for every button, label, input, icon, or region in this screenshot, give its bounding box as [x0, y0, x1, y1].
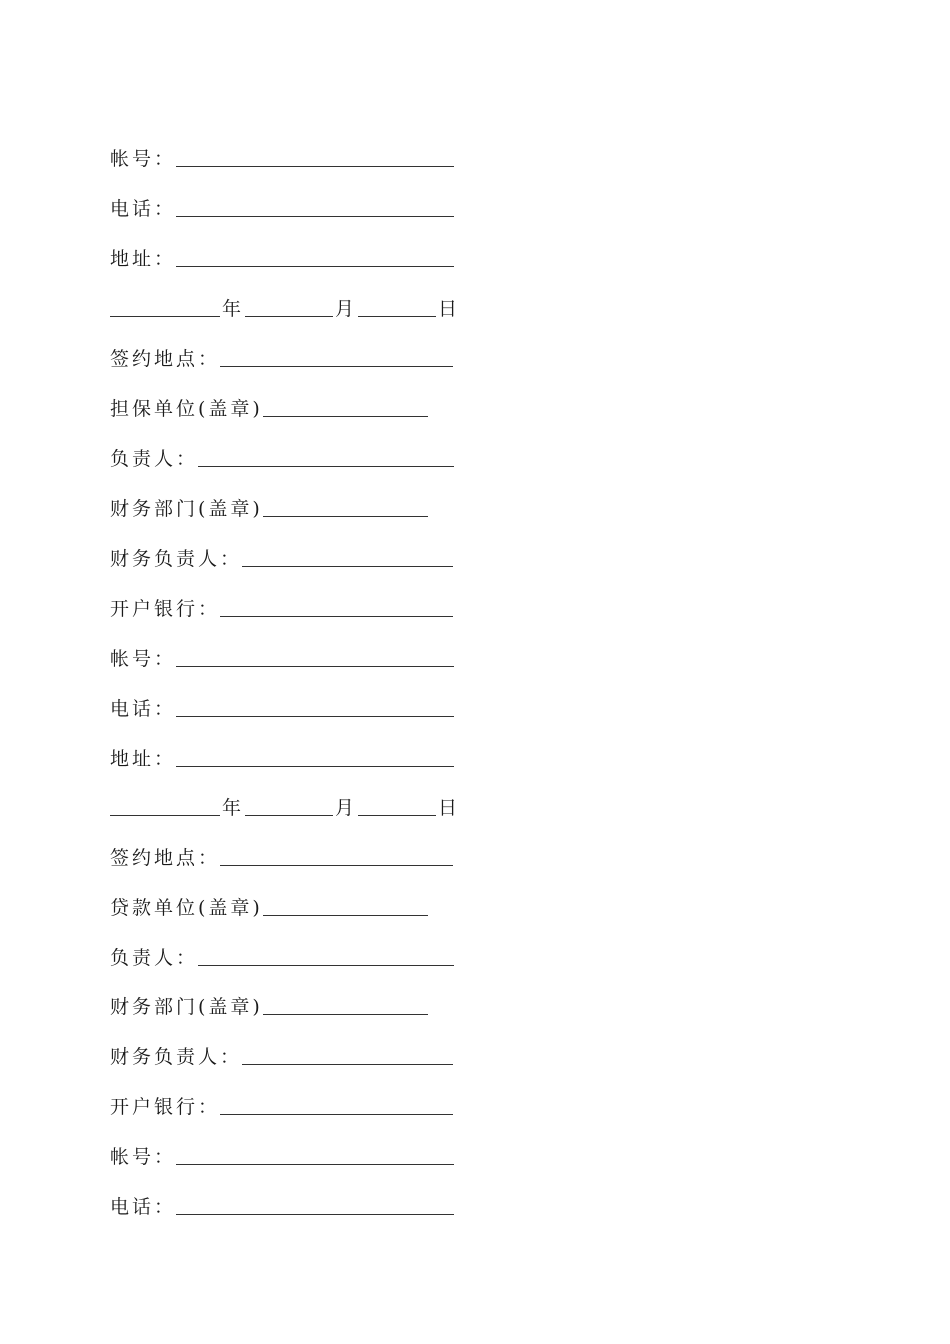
phone-label: 电话： — [110, 1196, 177, 1218]
finance-head-blank[interactable] — [242, 1063, 453, 1065]
signing-place-label: 签约地点： — [110, 348, 221, 370]
day-label: 日 — [438, 797, 461, 819]
loan-unit-blank[interactable] — [263, 914, 428, 916]
year-blank[interactable] — [110, 315, 220, 317]
account-blank[interactable] — [176, 165, 454, 167]
bank-label: 开户银行： — [110, 1096, 221, 1118]
day-blank[interactable] — [358, 315, 436, 317]
date-field-row — [110, 290, 461, 320]
person-in-charge-label: 负责人： — [110, 448, 199, 470]
phone-label: 电话： — [110, 698, 177, 720]
year-label: 年 — [222, 298, 245, 320]
guarantor-unit-blank[interactable] — [263, 415, 428, 417]
account-label: 帐号： — [110, 148, 177, 170]
guarantor-unit-field-row — [110, 390, 428, 420]
account-blank[interactable] — [176, 665, 454, 667]
date-field-row — [110, 789, 461, 819]
month-label: 月 — [335, 797, 358, 819]
person-in-charge-label: 负责人： — [110, 947, 199, 969]
phone-blank[interactable] — [176, 215, 454, 217]
loan-unit-label: 贷款单位(盖章) — [110, 897, 263, 919]
signing-place-label: 签约地点： — [110, 847, 221, 869]
person-in-charge-blank[interactable] — [198, 964, 454, 966]
signing-place-blank[interactable] — [220, 365, 453, 367]
bank-blank[interactable] — [220, 1113, 453, 1115]
guarantor-unit-label: 担保单位(盖章) — [110, 398, 263, 420]
finance-dept-blank[interactable] — [263, 1013, 428, 1015]
address-blank[interactable] — [176, 765, 454, 767]
phone-field-row — [110, 1188, 454, 1218]
address-blank[interactable] — [176, 265, 454, 267]
finance-head-field-row — [110, 1038, 453, 1068]
phone-blank[interactable] — [176, 1213, 454, 1215]
signing-place-field-row — [110, 839, 453, 869]
bank-blank[interactable] — [220, 615, 453, 617]
account-blank[interactable] — [176, 1163, 454, 1165]
address-field-row — [110, 740, 454, 770]
month-label: 月 — [335, 298, 358, 320]
day-blank[interactable] — [358, 814, 436, 816]
person-in-charge-field-row — [110, 440, 454, 470]
finance-head-blank[interactable] — [242, 565, 453, 567]
month-blank[interactable] — [245, 315, 333, 317]
day-label: 日 — [438, 298, 461, 320]
finance-dept-label: 财务部门(盖章) — [110, 996, 263, 1018]
account-label: 帐号： — [110, 648, 177, 670]
finance-dept-blank[interactable] — [263, 515, 428, 517]
finance-dept-field-row — [110, 988, 428, 1018]
person-in-charge-field-row — [110, 939, 454, 969]
finance-head-field-row — [110, 540, 453, 570]
address-field-row — [110, 240, 454, 270]
account-field-row — [110, 640, 454, 670]
signing-place-blank[interactable] — [220, 864, 453, 866]
phone-field-row — [110, 190, 454, 220]
account-label: 帐号： — [110, 1146, 177, 1168]
month-blank[interactable] — [245, 814, 333, 816]
bank-label: 开户银行： — [110, 598, 221, 620]
year-label: 年 — [222, 797, 245, 819]
phone-label: 电话： — [110, 198, 177, 220]
year-blank[interactable] — [110, 814, 220, 816]
phone-field-row — [110, 690, 454, 720]
account-field-row — [110, 1138, 454, 1168]
person-in-charge-blank[interactable] — [198, 465, 454, 467]
account-field-row — [110, 140, 454, 170]
address-label: 地址： — [110, 248, 177, 270]
finance-dept-label: 财务部门(盖章) — [110, 498, 263, 520]
signing-place-field-row — [110, 340, 453, 370]
finance-dept-field-row — [110, 490, 428, 520]
bank-field-row — [110, 1088, 453, 1118]
loan-unit-field-row — [110, 889, 428, 919]
finance-head-label: 财务负责人： — [110, 1046, 243, 1068]
address-label: 地址： — [110, 748, 177, 770]
finance-head-label: 财务负责人： — [110, 548, 243, 570]
phone-blank[interactable] — [176, 715, 454, 717]
bank-field-row — [110, 590, 453, 620]
